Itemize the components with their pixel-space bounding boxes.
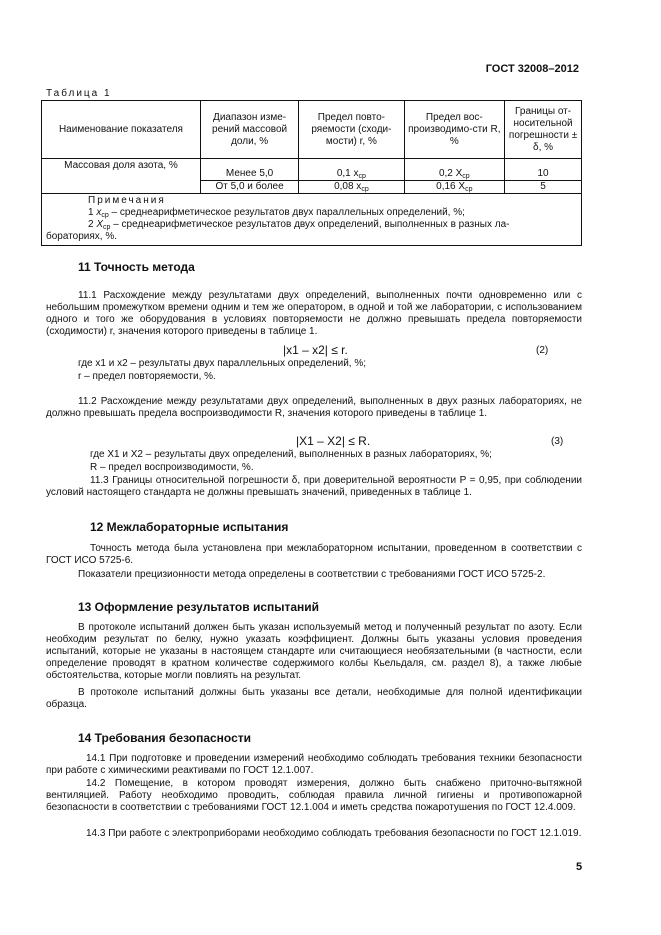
note-2: 2 $X_{ср}$ – среднеарифметическое результатов двух определений, выполненных в разных ла- [88, 219, 510, 231]
precision-table [41, 100, 582, 246]
formula-2: |x1 – x2| ≤ r. [283, 343, 348, 357]
col-header-indicator: Наименование показателя [42, 101, 201, 159]
section-14-title: 14 Требования безопасности [78, 731, 252, 745]
table-caption: Таблица 1 [46, 88, 112, 99]
col-header-repeatability: Предел повто-ряемости (сходи-мости) r, % [299, 101, 404, 159]
paragraph-13-2: В протоколе испытаний должны быть указаны все детали, необходимые для полной идентификации образца. [46, 687, 582, 710]
paragraph-12-2: Показатели прецизионности метода определены в соответствии с требованиями ГОСТ ИСО 5725-2. [78, 569, 546, 580]
table-notes-row [42, 194, 582, 246]
document-header: ГОСТ 32008–2012 [485, 63, 579, 75]
where-x1-x2: где x1 и x2 – результаты двух параллельных определений, %; [78, 358, 367, 369]
note-2-continued: бораториях, %. [46, 231, 118, 242]
where-r: r – предел повторяемости, %. [78, 371, 216, 382]
paragraph-14-3: 14.3 При работе с электроприборами необходимо соблюдать требования безопасности по ГОСТ 12.1.019. [86, 828, 582, 839]
page-number: 5 [576, 861, 583, 873]
R-cell: 0,2 $X_{ср}$ [404, 159, 505, 181]
indicator-cell: Массовая доля азота, % [42, 159, 201, 194]
notes-title: Примечания [88, 195, 166, 206]
table-row [42, 159, 582, 181]
col-header-reproducibility: Предел вос-производимо-сти R, % [404, 101, 505, 159]
delta-cell: 10 [505, 159, 582, 181]
formula-3: |X1 – X2| ≤ R. [296, 434, 371, 448]
r-cell: 0,08 $x_{ср}$ [299, 181, 404, 194]
delta-cell: 5 [505, 181, 582, 194]
col-header-range: Диапазон изме-рений массовой доли, % [200, 101, 298, 159]
paragraph-13-1: В протоколе испытаний должен быть указан используемый метод и полученный результат по азоту. Если необходим результат по белку, нужно указать коэффициент. Должны быть указаны условия проведения испытаний, которые не указаны в настоящем стандарте или считающиеся необязательными (в частности, если определение проводят в кратном количестве содержимого колбы Кьельдаля, см. раздел 8), а также любые обстоятельства, которые могли повлиять на результат. [46, 622, 582, 681]
formula-3-number: (3) [551, 436, 564, 447]
where-X1-X2: где X1 и X2 – результаты двух определений, выполненных в разных лабораториях, %; [90, 449, 492, 460]
paragraph-11-3: 11.3 Границы относительной погрешности δ, при доверительной вероятности P = 0,95, при соблюдении условий настоящего стандарта не должны превышать значений, приведенных в таблице 1. [46, 475, 582, 498]
r-cell: 0,1 $x_{ср}$ [299, 159, 404, 181]
range-cell: Менее 5,0 [200, 159, 298, 181]
formula-2-number: (2) [536, 345, 549, 356]
col-header-error-bounds: Границы от-носительной погрешности ± δ, % [505, 101, 582, 159]
paragraph-11-2: 11.2 Расхождение между результатами двух определений, выполненных в двух разных лабораториях, не должно превышать предела воспроизводимости R, значения которого приведены в таблице 1. [46, 396, 582, 419]
section-13-title: 13 Оформление результатов испытаний [78, 600, 320, 614]
paragraph-14-2: 14.2 Помещение, в котором проводят измерения, должно быть снабжено приточно-вытяжной вентиляцией. Работу необходимо проводить, соблюдая правила личной гигиены и противопожарной безопасности в соответствии с требованиями ГОСТ 12.1.004 и иметь средства пожаротушения по ГОСТ 12.4.009. [46, 778, 582, 813]
section-12-title: 12 Межлабораторные испытания [90, 520, 289, 534]
range-cell: От 5,0 и более [200, 181, 298, 194]
paragraph-14-1: 14.1 При подготовке и проведении измерений необходимо соблюдать требования техники безопасности при работе с химическими реактивами по ГОСТ 12.1.007. [46, 753, 582, 776]
paragraph-12-1: Точность метода была установлена при межлабораторном испытании, проведенном в соответствии с ГОСТ ИСО 5725-6. [46, 543, 582, 566]
paragraph-11-1: 11.1 Расхождение между результатами двух определений, выполненных почти одновременно или с небольшим промежутком времени одним и тем же оператором, в одной и той же лаборатории, с использованием одного и того же оборудования в условиях повторяемости не должно превышать предела повторяемости (сходимости) r, значения которого приведены в таблице 1. [46, 290, 582, 337]
note-1: 1 $x_{ср}$ – среднеарифметическое результатов двух параллельных определений, %; [88, 207, 465, 219]
section-11-title: 11 Точность метода [78, 260, 195, 274]
where-R: R – предел воспроизводимости, %. [90, 462, 254, 473]
R-cell: 0,16 $X_{ср}$ [404, 181, 505, 194]
